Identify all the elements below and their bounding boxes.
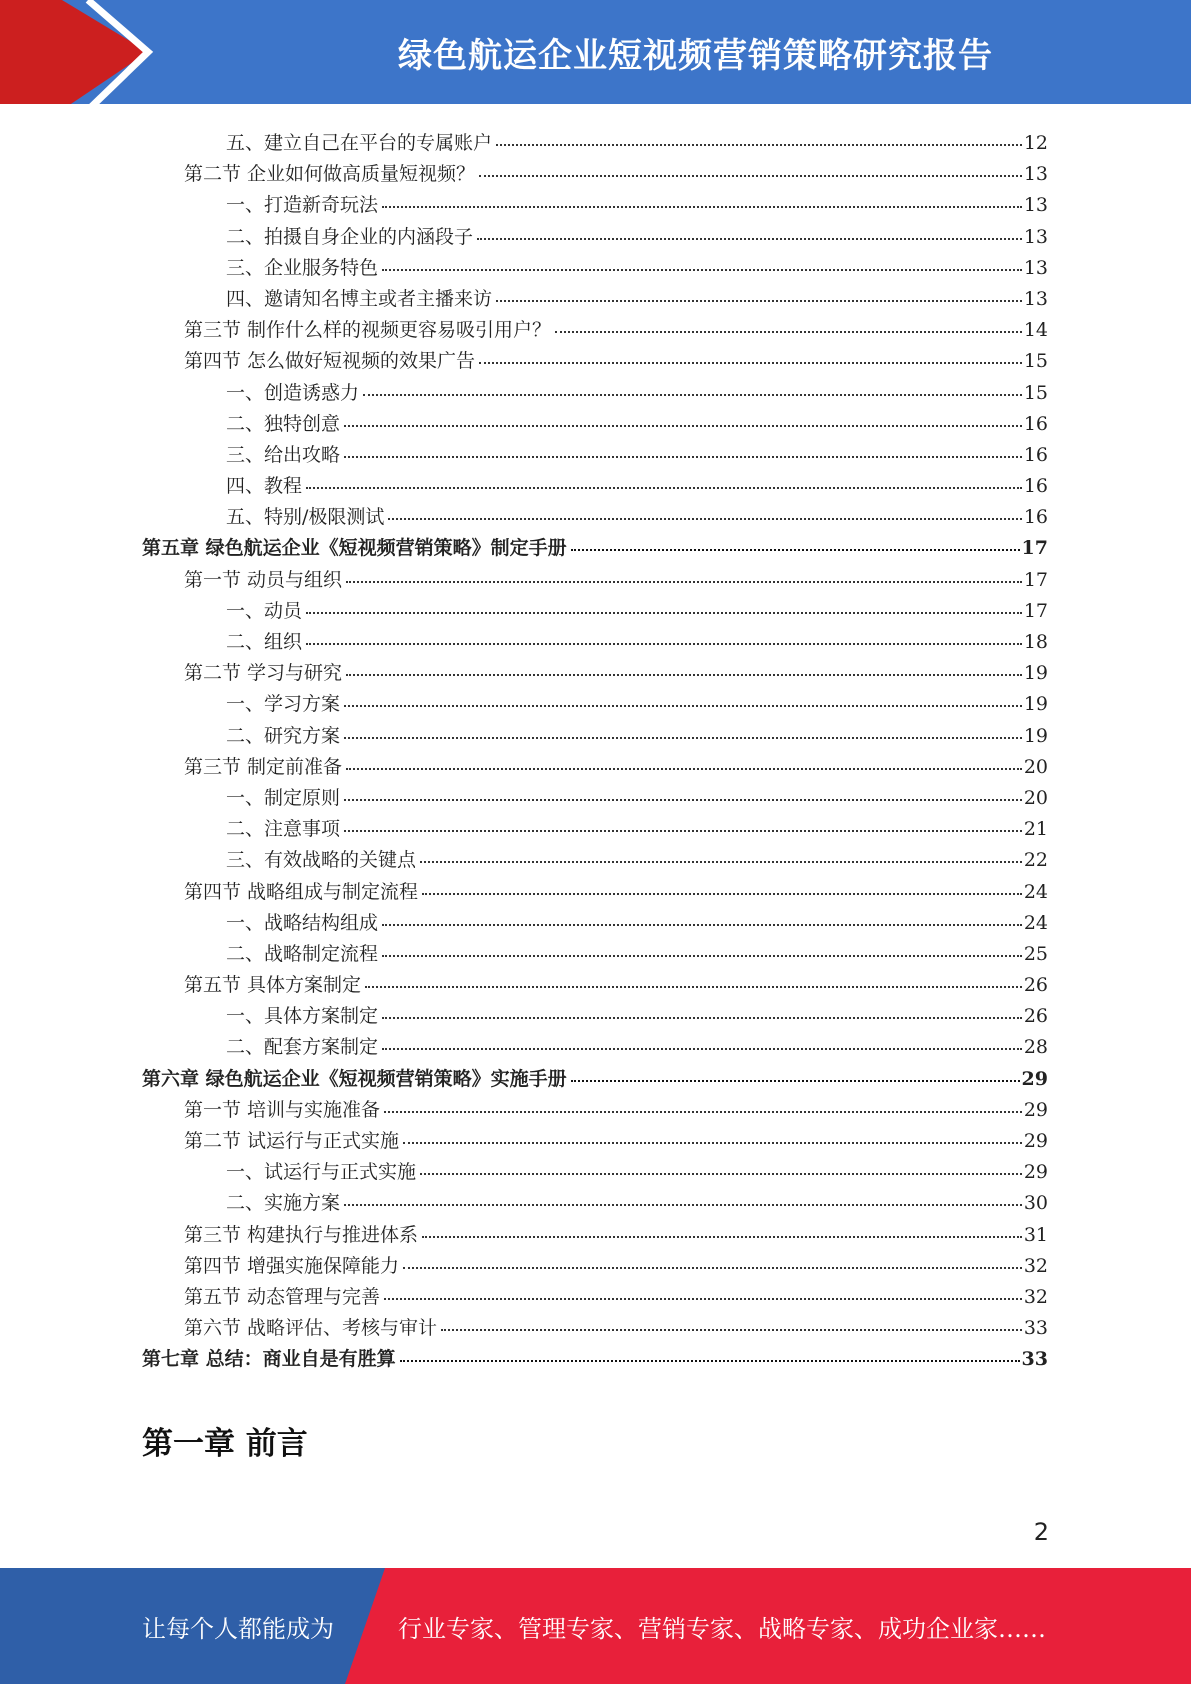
toc-dot-leader xyxy=(306,643,1022,645)
toc-subsection-entry[interactable] xyxy=(142,1157,1048,1188)
toc-entry-page: 15 xyxy=(1023,350,1048,373)
toc-entry-page: 26 xyxy=(1023,974,1048,997)
toc-entry-page: 13 xyxy=(1023,287,1048,310)
toc-dot-leader xyxy=(388,518,1021,520)
toc-dot-leader xyxy=(477,238,1022,240)
header-divider xyxy=(0,104,1191,110)
toc-entry-page: 21 xyxy=(1023,818,1048,841)
toc-entry-title: 第二节 企业如何做高质量短视频？ xyxy=(184,163,476,186)
footer-slogan-right: 行业专家、管理专家、营销专家、战略专家、成功企业家…… xyxy=(398,1614,1046,1643)
toc-entry-title: 二、配套方案制定 xyxy=(226,1036,379,1059)
toc-entry-page: 17 xyxy=(1023,568,1048,591)
toc-dot-leader xyxy=(344,1204,1022,1206)
toc-entry-title: 第六节 战略评估、考核与审计 xyxy=(184,1317,438,1340)
toc-entry-title: 第二节 学习与研究 xyxy=(184,662,343,685)
toc-subsection-entry[interactable] xyxy=(142,721,1048,752)
toc-dot-leader xyxy=(344,425,1022,427)
toc-subsection-entry[interactable] xyxy=(142,1032,1048,1063)
toc-dot-leader xyxy=(571,549,1020,551)
toc-chapter-entry[interactable] xyxy=(142,1344,1048,1375)
toc-section-entry[interactable] xyxy=(142,159,1048,190)
toc-entry-page: 16 xyxy=(1023,506,1048,529)
toc-section-entry[interactable] xyxy=(142,1313,1048,1344)
toc-entry-page: 32 xyxy=(1023,1254,1048,1277)
toc-entry-page: 20 xyxy=(1023,786,1048,809)
toc-entry-page: 24 xyxy=(1023,880,1048,903)
toc-entry-title: 第三节 制作什么样的视频更容易吸引用户？ xyxy=(184,319,552,342)
toc-section-entry[interactable] xyxy=(142,1251,1048,1282)
toc-section-entry[interactable] xyxy=(142,1095,1048,1126)
toc-dot-leader xyxy=(496,144,1022,146)
toc-subsection-entry[interactable] xyxy=(142,502,1048,533)
toc-entry-title: 四、教程 xyxy=(226,475,303,498)
toc-entry-title: 第五节 具体方案制定 xyxy=(184,974,362,997)
toc-subsection-entry[interactable] xyxy=(142,596,1048,627)
toc-dot-leader xyxy=(363,394,1022,396)
toc-dot-leader xyxy=(441,1329,1022,1331)
toc-dot-leader xyxy=(346,674,1022,676)
toc-subsection-entry[interactable] xyxy=(142,939,1048,970)
toc-dot-leader xyxy=(344,456,1022,458)
page-number: 2 xyxy=(1033,1518,1049,1546)
toc-dot-leader xyxy=(344,799,1022,801)
toc-dot-leader xyxy=(400,1360,1020,1362)
toc-entry-title: 第一节 培训与实施准备 xyxy=(184,1098,381,1121)
header-title: 绿色航运企业短视频营销策略研究报告 xyxy=(398,35,993,76)
toc-dot-leader xyxy=(382,924,1022,926)
toc-subsection-entry[interactable] xyxy=(142,908,1048,939)
toc-entry-title: 五、建立自己在平台的专属账户 xyxy=(226,132,493,154)
toc-dot-leader xyxy=(422,1236,1022,1238)
toc-entry-page: 19 xyxy=(1023,724,1048,747)
toc-entry-page: 33 xyxy=(1021,1348,1048,1371)
toc-entry-title: 一、试运行与正式实施 xyxy=(226,1161,417,1184)
toc-dot-leader xyxy=(384,1111,1022,1113)
toc-entry-page: 16 xyxy=(1023,475,1048,498)
toc-entry-title: 一、动员 xyxy=(226,599,303,622)
toc-dot-leader xyxy=(403,1142,1022,1144)
toc-entry-page: 28 xyxy=(1023,1036,1048,1059)
toc-entry-title: 第七章 总结：商业自是有胜算 xyxy=(142,1348,396,1371)
toc-entry-page: 20 xyxy=(1023,755,1048,778)
toc-entry-title: 一、具体方案制定 xyxy=(226,1005,379,1028)
toc-entry-title: 第四节 怎么做好短视频的效果广告 xyxy=(184,350,476,373)
toc-entry-page: 12 xyxy=(1023,132,1048,154)
toc-dot-leader xyxy=(420,861,1022,863)
toc-entry-page: 19 xyxy=(1023,662,1048,685)
toc-subsection-entry[interactable] xyxy=(142,1001,1048,1032)
toc-subsection-entry[interactable] xyxy=(142,814,1048,845)
toc-entry-title: 二、拍摄自身企业的内涵段子 xyxy=(226,225,474,248)
toc-entry-page: 31 xyxy=(1023,1223,1048,1246)
page-header xyxy=(0,0,1191,110)
toc-entry-title: 二、独特创意 xyxy=(226,412,341,435)
chapter-heading: 第一章 前言 xyxy=(142,1426,308,1462)
toc-entry-title: 第五节 动态管理与完善 xyxy=(184,1285,381,1308)
toc-entry-title: 一、学习方案 xyxy=(226,693,341,716)
toc-entry-title: 第六章 绿色航运企业《短视频营销策略》实施手册 xyxy=(142,1067,567,1090)
toc-entry-page: 19 xyxy=(1023,693,1048,716)
toc-entry-title: 第四节 战略组成与制定流程 xyxy=(184,880,419,903)
toc-entry-page: 14 xyxy=(1023,319,1048,342)
toc-entry-page: 29 xyxy=(1023,1161,1048,1184)
toc-subsection-entry[interactable] xyxy=(142,471,1048,502)
toc-entry-page: 16 xyxy=(1023,412,1048,435)
toc-section-entry[interactable] xyxy=(142,658,1048,689)
toc-subsection-entry[interactable] xyxy=(142,845,1048,876)
toc-entry-page: 29 xyxy=(1023,1130,1048,1152)
toc-entry-page: 32 xyxy=(1023,1285,1048,1308)
toc-entry-page: 30 xyxy=(1023,1192,1048,1215)
toc-dot-leader xyxy=(306,612,1022,614)
toc-section-entry[interactable] xyxy=(142,970,1048,1001)
toc-section-entry[interactable] xyxy=(142,346,1048,377)
toc-entry-title: 第五章 绿色航运企业《短视频营销策略》制定手册 xyxy=(142,537,567,560)
toc-entry-page: 17 xyxy=(1023,599,1048,622)
toc-section-entry[interactable] xyxy=(142,1220,1048,1251)
toc-entry-title: 三、有效战略的关键点 xyxy=(226,849,417,872)
toc-entry-page: 33 xyxy=(1023,1317,1048,1340)
toc-entry-title: 二、战略制定流程 xyxy=(226,942,379,965)
toc-entry-title: 四、邀请知名博主或者主播来访 xyxy=(226,287,493,310)
toc-dot-leader xyxy=(555,331,1022,333)
toc-entry-page: 18 xyxy=(1023,631,1048,653)
toc-section-entry[interactable] xyxy=(142,877,1048,908)
toc-dot-leader xyxy=(403,1267,1022,1269)
toc-dot-leader xyxy=(422,893,1022,895)
toc-entry-page: 13 xyxy=(1023,225,1048,248)
toc-section-entry[interactable] xyxy=(142,752,1048,783)
footer-slogan-left: 让每个人都能成为 xyxy=(142,1614,334,1643)
toc-entry-title: 第二节 试运行与正式实施 xyxy=(184,1130,400,1152)
toc-section-entry[interactable] xyxy=(142,1282,1048,1313)
toc-dot-leader xyxy=(344,737,1022,739)
toc-entry-title: 二、实施方案 xyxy=(226,1192,341,1215)
toc-dot-leader xyxy=(382,206,1022,208)
toc-entry-page: 26 xyxy=(1023,1005,1048,1028)
toc-dot-leader xyxy=(346,768,1022,770)
table-of-contents xyxy=(142,128,1048,1376)
toc-dot-leader xyxy=(365,986,1022,988)
toc-subsection-entry[interactable] xyxy=(142,190,1048,221)
toc-subsection-entry[interactable] xyxy=(142,440,1048,471)
toc-entry-title: 第四节 增强实施保障能力 xyxy=(184,1254,400,1277)
page-footer xyxy=(0,1568,1191,1684)
toc-entry-title: 二、组织 xyxy=(226,631,303,653)
toc-entry-page: 24 xyxy=(1023,911,1048,934)
toc-dot-leader xyxy=(479,362,1022,364)
toc-entry-title: 一、创造诱惑力 xyxy=(226,381,360,404)
toc-dot-leader xyxy=(382,955,1022,957)
toc-dot-leader xyxy=(571,1080,1020,1082)
toc-dot-leader xyxy=(344,705,1022,707)
toc-entry-title: 五、特别/极限测试 xyxy=(226,506,385,529)
toc-subsection-entry[interactable] xyxy=(142,222,1048,253)
toc-entry-title: 第三节 构建执行与推进体系 xyxy=(184,1223,419,1246)
toc-entry-page: 29 xyxy=(1021,1067,1048,1090)
toc-dot-leader xyxy=(479,175,1022,177)
toc-dot-leader xyxy=(344,830,1022,832)
toc-entry-page: 22 xyxy=(1023,849,1048,872)
toc-entry-title: 三、给出攻略 xyxy=(226,443,341,466)
toc-subsection-entry[interactable] xyxy=(142,689,1048,720)
toc-subsection-entry[interactable] xyxy=(142,409,1048,440)
toc-section-entry[interactable] xyxy=(142,565,1048,596)
toc-subsection-entry[interactable] xyxy=(142,627,1048,658)
toc-entry-title: 二、注意事项 xyxy=(226,818,341,841)
toc-section-entry[interactable] xyxy=(142,315,1048,346)
toc-dot-leader xyxy=(382,269,1022,271)
toc-entry-page: 13 xyxy=(1023,256,1048,279)
toc-section-entry[interactable] xyxy=(142,1126,1048,1157)
toc-entry-page: 17 xyxy=(1021,537,1048,560)
toc-entry-page: 16 xyxy=(1023,443,1048,466)
toc-entry-title: 一、制定原则 xyxy=(226,786,341,809)
toc-dot-leader xyxy=(382,1017,1022,1019)
toc-chapter-entry[interactable] xyxy=(142,1064,1048,1095)
toc-entry-page: 13 xyxy=(1023,194,1048,217)
toc-entry-title: 一、战略结构组成 xyxy=(226,911,379,934)
toc-dot-leader xyxy=(346,581,1022,583)
toc-subsection-entry[interactable] xyxy=(142,783,1048,814)
toc-subsection-entry[interactable] xyxy=(142,253,1048,284)
toc-chapter-entry[interactable] xyxy=(142,533,1048,564)
toc-entry-title: 三、企业服务特色 xyxy=(226,256,379,279)
toc-entry-page: 29 xyxy=(1023,1098,1048,1121)
toc-entry-page: 13 xyxy=(1023,163,1048,186)
toc-dot-leader xyxy=(496,300,1022,302)
toc-subsection-entry[interactable] xyxy=(142,284,1048,315)
toc-entry-page: 25 xyxy=(1023,942,1048,965)
toc-dot-leader xyxy=(382,1048,1022,1050)
toc-subsection-entry[interactable] xyxy=(142,1188,1048,1219)
toc-dot-leader xyxy=(384,1298,1022,1300)
toc-dot-leader xyxy=(420,1173,1022,1175)
toc-dot-leader xyxy=(306,487,1022,489)
toc-entry-title: 第三节 制定前准备 xyxy=(184,755,343,778)
toc-entry-title: 二、研究方案 xyxy=(226,724,341,747)
toc-entry-page: 15 xyxy=(1023,381,1048,404)
toc-entry-title: 第一节 动员与组织 xyxy=(184,568,343,591)
toc-entry-title: 一、打造新奇玩法 xyxy=(226,194,379,217)
toc-subsection-entry[interactable] xyxy=(142,128,1048,159)
toc-subsection-entry[interactable] xyxy=(142,378,1048,409)
